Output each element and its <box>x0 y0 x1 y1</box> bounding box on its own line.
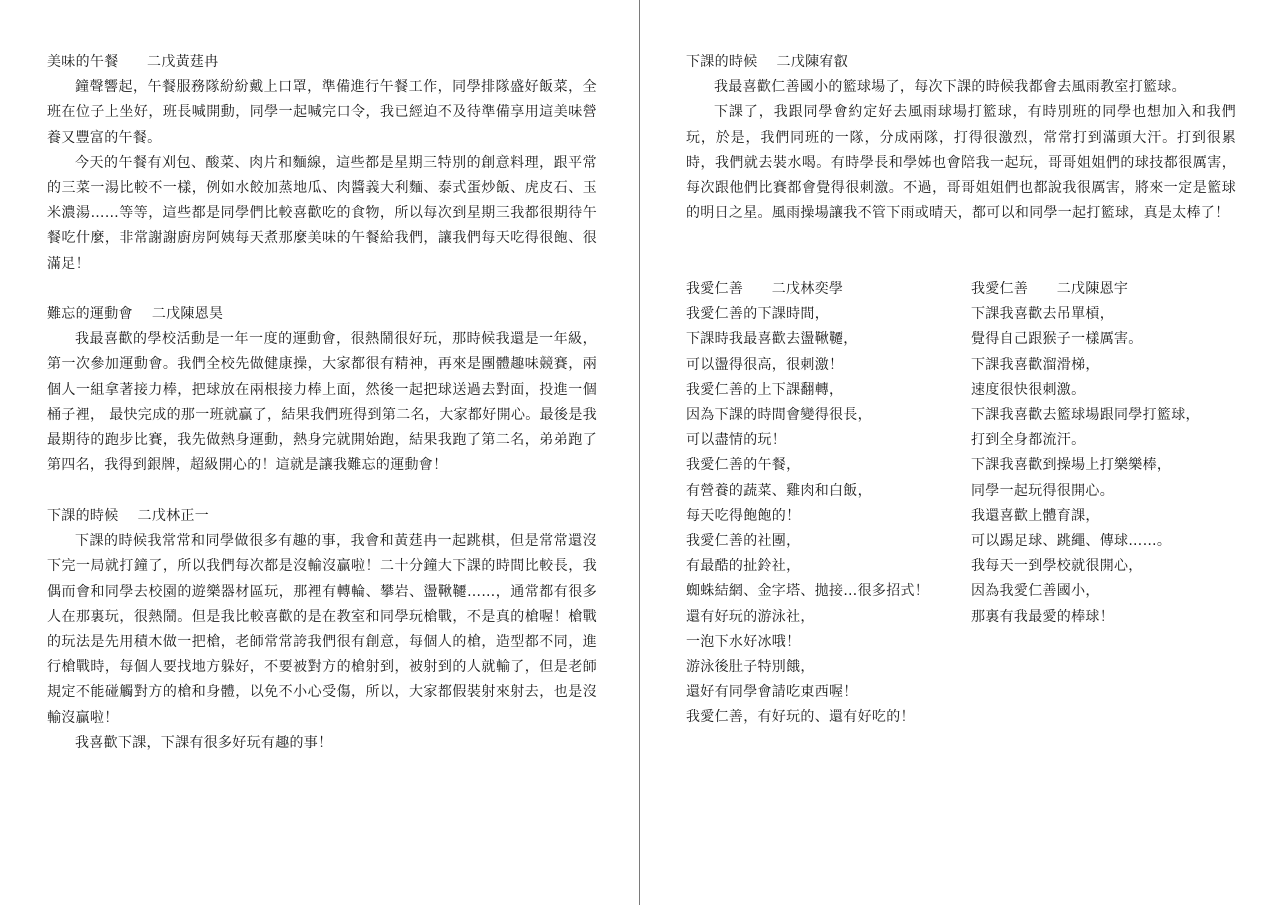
essay-paragraph: 我最喜歡的學校活動是一年一度的運動會，很熱鬧很好玩，那時候我還是一年級，第一次參加運動會。我們全校先做健康操，大家都很有精神，再來是團體趣味競賽，兩個人一組拿著接力棒，把球放在兩根接力棒上面，然後一起把球送過去對面，投進一個桶子裡， 最快完成的那一班就贏了，結果我們班得到第二名，大家都好開心。最後是我最期待的跑步比賽，我先做熱身運動，熱身完就開始跑，結果我跑了第二名，弟弟跑了第四名，我得到銀牌，超級開心的！這就是讓我難忘的運動會！ <box>47 331 597 474</box>
essay-author: 二戊陳恩昊 <box>151 306 224 322</box>
essay-heading <box>47 50 597 75</box>
poem-line: 同學一起玩得很開心。 <box>971 482 1114 499</box>
poem-line: 我愛仁善的午餐， <box>686 457 801 474</box>
right-page <box>640 0 1280 905</box>
poem-line: 還好有同學會請吃東西喔！ <box>686 684 858 701</box>
essay-recess-chen <box>686 50 1236 226</box>
poem-line: 我愛仁善，有好玩的、還有好吃的！ <box>686 709 915 726</box>
poem-line: 有營養的蔬菜、雞肉和白飯， <box>686 482 872 499</box>
poem-line: 還有好玩的游泳社， <box>686 608 815 625</box>
poem-line: 一泡下水好冰哦！ <box>686 633 801 650</box>
poem-lin-yixue <box>686 277 971 731</box>
poem-line: 有最酷的扯鈴社， <box>686 558 801 575</box>
poem-heading <box>971 277 1246 302</box>
poem-line: 打到全身都流汗。 <box>971 432 1086 449</box>
essay-paragraph: 我最喜歡仁善國小的籃球場了，每次下課的時候我都會去風雨教室打籃球。 <box>714 79 1186 96</box>
poem-line: 我還喜歡上體育課， <box>971 507 1100 524</box>
essay-title: 難忘的運動會 <box>47 306 133 322</box>
poem-author: 二戊陳恩宇 <box>1056 281 1129 297</box>
essay-sports-day <box>47 302 597 478</box>
essay-paragraph: 下課的時候我常常和同學做很多有趣的事，我會和黃莛冉一起跳棋，但是常常還沒下完一局就打鐘了，所以我們每次都是沒輸沒贏啦！二十分鐘大下課的時間比較長，我偶而會和同學去校園的遊樂器材區玩，那裡有轉輪、攀岩、盪鞦韆……，通常都有很多人在那裏玩，很熱鬧。但是我比較喜歡的是在教室和同學玩槍戰，不是真的槍喔！槍戰的玩法是先用積木做一把槍，老師常常誇我們很有創意，每個人的槍，造型都不同，進行槍戰時，每個人要找地方躲好，不要被對方的槍射到，被射到的人就輸了，但是老師規定不能碰觸對方的槍和身體，以免不小心受傷，所以，大家都假裝射來射去，也是沒輸沒贏啦！ <box>47 533 597 726</box>
essay-title: 美味的午餐 <box>47 54 119 70</box>
essay-recess-lin <box>47 504 597 756</box>
poem-line: 游泳後肚子特別餓， <box>686 659 815 676</box>
poem-line: 那裏有我最愛的棒球！ <box>971 608 1114 625</box>
poem-line: 下課我喜歡去籃球場跟同學打籃球， <box>971 407 1200 424</box>
essay-heading <box>47 504 597 529</box>
poem-line: 我愛仁善的上下課翻轉， <box>686 381 844 398</box>
poem-line: 每天吃得飽飽的！ <box>686 507 801 524</box>
poem-title: 我愛仁善 <box>971 281 1029 297</box>
essay-author: 二戊黃莛冉 <box>147 54 219 70</box>
poem-line: 可以盪得很高，很刺激！ <box>686 356 844 373</box>
essay-title: 下課的時候 <box>47 508 119 524</box>
poem-chen-enyu <box>971 277 1246 630</box>
essay-heading <box>47 302 597 327</box>
essay-paragraph: 我喜歡下課，下課有很多好玩有趣的事！ <box>75 734 333 751</box>
essay-lunch <box>47 50 597 277</box>
essay-paragraph: 下課了，我跟同學會約定好去風雨球場打籃球，有時別班的同學也想加入和我們玩，於是，我們同班的一隊，分成兩隊，打得很激烈，常常打到滿頭大汗。打到很累時，我們就去裝水喝。有時學長和學姊也會陪我一起玩，哥哥姐姐們的球技都很厲害，每次跟他們比賽都會覺得很刺激。不過，哥哥姐姐們也都說我很厲害，將來一定是籃球的明日之星。風雨操場讓我不管下雨或晴天，都可以和同學一起打籃球，真是太棒了！ <box>686 104 1236 222</box>
poem-line: 速度很快很刺激。 <box>971 381 1086 398</box>
poem-line: 下課時我最喜歡去盪鞦韆， <box>686 331 858 348</box>
poem-heading <box>686 277 971 302</box>
poem-line: 蜘蛛結網、金字塔、拋接…很多招式！ <box>686 583 930 600</box>
poem-line: 我每天一到學校就很開心， <box>971 558 1143 575</box>
poem-line: 下課我喜歡溜滑梯， <box>971 356 1100 373</box>
poem-line: 可以盡情的玩！ <box>686 432 787 449</box>
poem-line: 因為我愛仁善國小， <box>971 583 1100 600</box>
poem-author: 二戊林奕學 <box>771 281 844 297</box>
poem-line: 因為下課的時間會變得很長， <box>686 407 872 424</box>
poem-line: 我愛仁善的下課時間， <box>686 306 829 323</box>
essay-heading <box>686 50 1236 75</box>
poem-line: 我愛仁善的社團， <box>686 533 801 550</box>
essay-author: 二戊林正一 <box>137 508 210 524</box>
poem-title: 我愛仁善 <box>686 281 744 297</box>
essay-paragraph: 今天的午餐有刈包、酸菜、肉片和麵線，這些都是星期三特別的創意料理，跟平常的三菜一湯比較不一樣，例如水餃加蒸地瓜、肉醬義大利麵、泰式蛋炒飯、虎皮石、玉米濃湯……等等，這些都是同學們比較喜歡吃的食物，所以每次到星期三我都很期待午餐吃什麼，非常謝謝廚房阿姨每天煮那麼美味的午餐給我們，讓我們每天吃得很飽、很滿足！ <box>47 154 597 272</box>
poem-line: 可以踢足球、跳繩、傳球……。 <box>971 533 1172 550</box>
essay-title: 下課的時候 <box>686 54 758 70</box>
poem-line: 覺得自己跟猴子一樣厲害。 <box>971 331 1143 348</box>
essay-paragraph: 鐘聲響起，午餐服務隊紛紛戴上口罩，準備進行午餐工作，同學排隊盛好飯菜，全班在位子上坐好，班長喊開動，同學一起喊完口令，我已經迫不及待準備享用這美味營養又豐富的午餐。 <box>47 79 597 146</box>
poem-line: 下課我喜歡去吊單槓， <box>971 306 1114 323</box>
essay-author: 二戊陳宥叡 <box>776 54 849 70</box>
poem-line: 下課我喜歡到操場上打樂樂棒， <box>971 457 1172 474</box>
